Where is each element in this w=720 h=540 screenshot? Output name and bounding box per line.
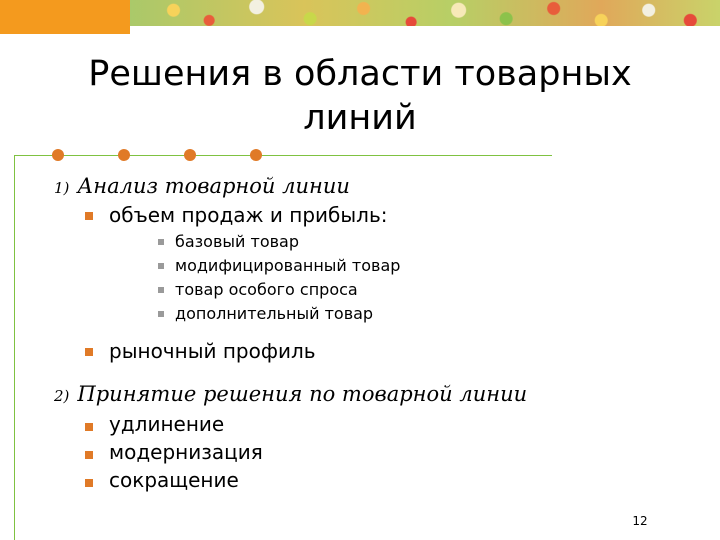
sub-bullet-icon: [158, 239, 164, 245]
section-heading-2: [54, 382, 527, 406]
sub-bullet-icon: [158, 311, 164, 317]
sub-list-item: дополнительный товар: [175, 304, 374, 323]
bullet-icon: [85, 212, 93, 220]
list-item: рыночный профиль: [109, 339, 316, 363]
section-number-1: 1): [54, 179, 70, 197]
sub-bullet-icon: [158, 287, 164, 293]
bullet-icon: [85, 423, 93, 431]
sub-bullet-icon: [158, 263, 164, 269]
list-item: сокращение: [109, 468, 239, 492]
sub-list-item: товар особого спроса: [175, 280, 358, 299]
slide-title: Решения в области товарных линий: [88, 54, 632, 138]
list-item: удлинение: [109, 412, 225, 436]
page-number: 12: [632, 514, 648, 528]
bullet-icon: [85, 479, 93, 487]
section-heading-text-1: Анализ товарной линии: [77, 174, 350, 198]
bullet-icon: [85, 348, 93, 356]
list-item: объем продаж и прибыль:: [109, 203, 388, 227]
section-heading-1: [54, 174, 350, 198]
sub-list-item: модифицированный товар: [175, 256, 401, 275]
section-heading-text-2: Принятие решения по товарной линии: [77, 382, 528, 406]
bullet-icon: [85, 451, 93, 459]
sub-list-item: базовый товар: [175, 232, 300, 251]
list-item: модернизация: [109, 440, 263, 464]
section-number-2: 2): [54, 387, 70, 405]
